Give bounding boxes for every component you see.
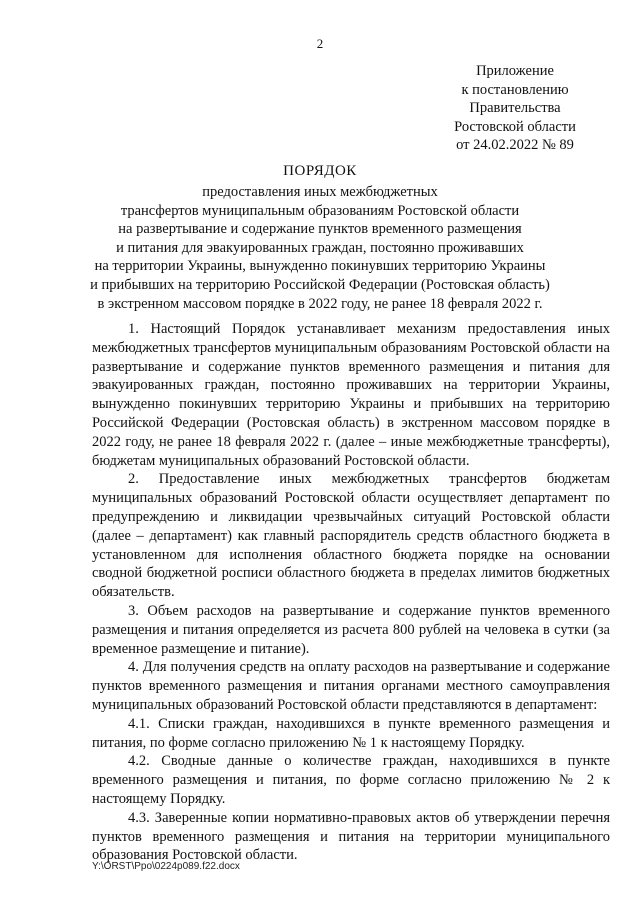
paragraph-1: 1. Настоящий Порядок устанавливает механизм предоставления иных межбюджетных трансфертов муниципальным образованиям Ростовской области на развертывание и содержание пунктов временного размещения и питания для эвакуированных граждан, постоянно проживавших на территории Украины, вынужденно покинувших территорию Украины и прибывших на территорию Российской Федерации (Ростовская область) в экстренном массовом порядке в 2022 году, не ранее 18 февраля 2022 г. (далее – иные межбюджетные трансферты), бюджетам муниципальных образований Ростовской области. <box>92 321 610 469</box>
page-number: 2 <box>316 36 324 51</box>
paragraph-4: 4. Для получения средств на оплату расходов на развертывание и содержание пунктов временного размещения и питания органами местного самоуправления муниципальных образований Ростовской области представляются в департамент: <box>92 659 610 713</box>
appendix-line: Ростовской области <box>454 118 576 135</box>
subtitle-line: предоставления иных межбюджетных <box>202 184 438 200</box>
document-title: ПОРЯДОК <box>283 163 357 179</box>
document-body <box>92 320 610 865</box>
subtitle-line: и прибывших на территорию Российской Федерации (Ростовская область) <box>90 276 550 293</box>
file-path-footer: Y:\ORST\Ppo\0224p089.f22.docx <box>92 861 240 872</box>
appendix-line: к постановлению <box>461 81 569 98</box>
subtitle-line: на территории Украины, вынужденно покинувших территорию Украины <box>94 258 546 275</box>
subtitle-line: и питания для эвакуированных граждан, постоянно проживавших <box>116 239 524 256</box>
subtitle-line: в экстренном массовом порядке в 2022 году, не ранее 18 февраля 2022 г. <box>97 295 543 312</box>
paragraph-4-1: 4.1. Списки граждан, находившихся в пункте временного размещения и питания, по форме согласно приложению № 1 к настоящему Порядку. <box>92 715 610 751</box>
appendix-line: Правительства <box>469 100 561 116</box>
paragraph-4-2: 4.2. Сводные данные о количестве граждан, находившихся в пункте временного размещения и питания, по форме согласно приложению № 2 к настоящему Порядку. <box>92 753 610 807</box>
subtitle-line: трансфертов муниципальным образованиям Ростовской области <box>120 202 520 219</box>
paragraph-4-3: 4.3. Заверенные копии нормативно-правовых актов об утверждении перечня пунктов временного размещения и питания на территории муниципального образования Ростовской области. <box>92 809 610 864</box>
subtitle-line: на развертывание и содержание пунктов временного размещения <box>118 221 522 238</box>
document-subtitle <box>60 183 580 313</box>
appendix-line: Приложение <box>476 63 554 79</box>
paragraph-2: 2. Предоставление иных межбюджетных трансфертов бюджетам муниципальных образований Ростовской области осуществляет департамент по предупреждению и ликвидации чрезвычайных ситуаций Ростовской области (далее – департамент) как главный распорядитель средств областного бюджета в установленном для исполнения областного бюджета порядке на основании сводной бюджетной росписи областного бюджета в пределах лимитов бюджетных обязательств. <box>92 471 610 601</box>
appendix-block <box>440 62 590 155</box>
appendix-line: от 24.02.2022 № 89 <box>456 137 574 153</box>
paragraph-3: 3. Объем расходов на развертывание и содержание пунктов временного размещения и питания определяется из расчета 800 рублей на человека в сутки (за временное размещение и питание). <box>92 602 610 657</box>
